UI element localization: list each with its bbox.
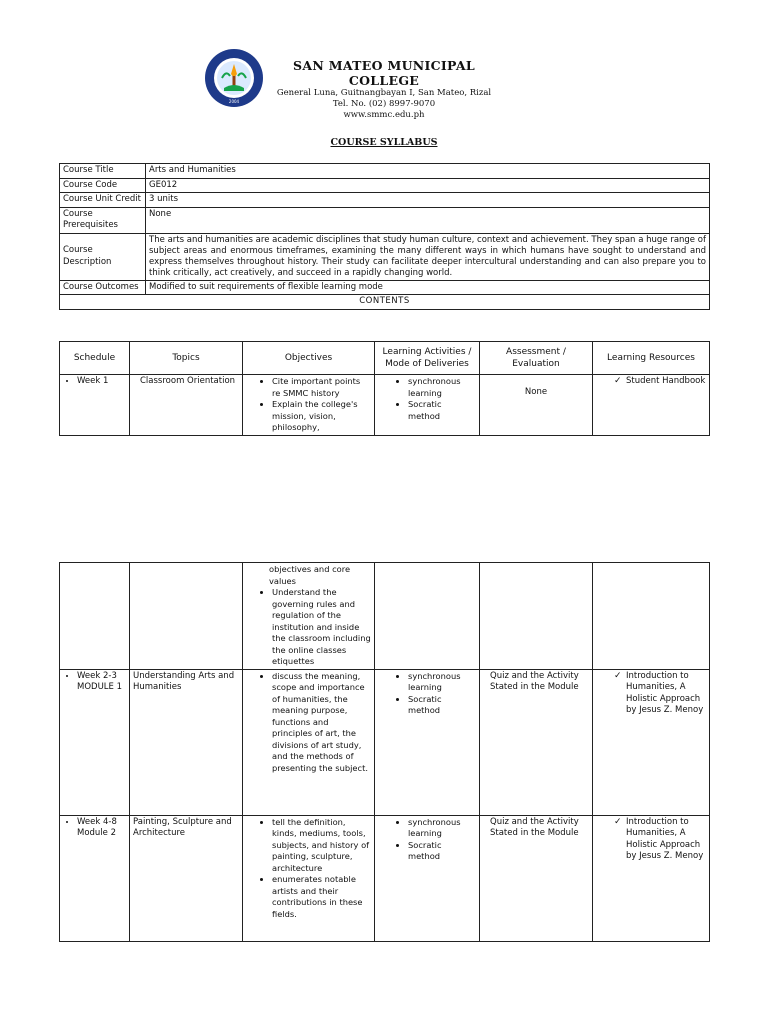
week2-topic: Understanding Arts and Humanities xyxy=(130,669,243,815)
header-schedule: Schedule xyxy=(60,342,130,375)
week4-activity: • Socratic method xyxy=(408,840,476,863)
course-description-value: The arts and humanities are academic disciplines that study human culture, context and achievement. They span a huge range of subject areas and enormous timeframes, examining the many different ways in which humans have sought to understand and express themselves throughout history. Their study can facilitate deeper intercultural understanding and can also prepare you to think critically, act creatively, and succeed in a rapidly changing world. xyxy=(146,233,710,280)
week4-objective: • tell the definition, kinds, mediums, tools, subjects, and history of painting, sculpture, architecture xyxy=(272,817,371,875)
course-title-row xyxy=(60,164,710,179)
course-title-label: Course Title xyxy=(60,164,146,179)
week4-assessment: Quiz and the Activity Stated in the Module xyxy=(480,815,593,941)
document-title: COURSE SYLLABUS xyxy=(330,137,438,148)
course-title-value: Arts and Humanities xyxy=(146,164,710,179)
header-resources: Learning Resources xyxy=(593,342,710,375)
week2-schedule: • Week 2-3 MODULE 1 xyxy=(77,671,126,694)
college-address: General Luna, Guitnangbayan I, San Mateo, Rizal xyxy=(276,88,492,98)
week4-objective: • enumerates notable artists and their contributions in these fields. xyxy=(272,874,371,920)
course-outcomes-row xyxy=(60,280,710,295)
week1-schedule: • Week 1 xyxy=(77,376,126,388)
header-activities: Learning Activities / Mode of Deliveries xyxy=(375,342,480,375)
week1-objective: • Cite important points re SMMC history xyxy=(272,376,371,399)
course-prereq-value: None xyxy=(146,207,710,233)
week1-objective: • Understand the governing rules and regulation of the institution and inside the classroom including the online classes etiquettes xyxy=(272,587,371,668)
course-prereq-label: Course Prerequisites xyxy=(60,207,146,233)
college-phone: Tel. No. (02) 8997-9070 xyxy=(332,99,436,109)
table-row xyxy=(60,815,710,941)
week1-activity: • Socratic method xyxy=(408,399,476,422)
week1-activity: • synchronous learning xyxy=(408,376,476,399)
week1-objective: • Explain the college's mission, vision, philosophy, xyxy=(272,399,371,434)
week4-resource: ✓ Introduction to Humanities, A Holistic Approach by Jesus Z. Menoy xyxy=(626,817,706,863)
week2-assessment: Quiz and the Activity Stated in the Module xyxy=(480,669,593,815)
course-credit-value: 3 units xyxy=(146,193,710,208)
week4-schedule: • Week 4-8 Module 2 xyxy=(77,817,126,840)
week2-resource: ✓ Introduction to Humanities, A Holistic Approach by Jesus Z. Menoy xyxy=(626,671,706,717)
course-description-label: Course Description xyxy=(60,233,146,280)
college-header xyxy=(204,48,524,120)
course-outcomes-value: Modified to suit requirements of flexible learning mode xyxy=(146,280,710,295)
week1-assessment: None xyxy=(480,375,593,436)
course-outcomes-label: Course Outcomes xyxy=(60,280,146,295)
week2-activity: • synchronous learning xyxy=(408,671,476,694)
schedule-header-row xyxy=(60,342,710,375)
course-credit-label: Course Unit Credit xyxy=(60,193,146,208)
header-assessment: Assessment / Evaluation xyxy=(480,342,593,375)
schedule-table-page2 xyxy=(59,562,710,942)
course-credit-row xyxy=(60,193,710,208)
course-code-label: Course Code xyxy=(60,178,146,193)
course-code-value: GE012 xyxy=(146,178,710,193)
week1-topic: Classroom Orientation xyxy=(130,375,243,436)
schedule-table-page1 xyxy=(59,341,710,436)
college-website[interactable]: www.smmc.edu.ph xyxy=(343,110,425,120)
header-objectives: Objectives xyxy=(243,342,375,375)
table-row xyxy=(60,375,710,436)
course-info-table xyxy=(59,163,710,310)
week1-resource: ✓ Student Handbook xyxy=(626,376,706,388)
college-name: SAN MATEO MUNICIPAL COLLEGE xyxy=(293,58,475,88)
week4-activity: • synchronous learning xyxy=(408,817,476,840)
college-seal-logo xyxy=(204,48,264,108)
contents-heading: CONTENTS xyxy=(60,295,710,310)
week1-objective-continued: objectives and core values xyxy=(269,564,351,586)
week2-activity: • Socratic method xyxy=(408,694,476,717)
table-row xyxy=(60,669,710,815)
header-topics: Topics xyxy=(130,342,243,375)
course-description-row xyxy=(60,233,710,280)
table-row xyxy=(60,563,710,670)
course-prereq-row xyxy=(60,207,710,233)
course-code-row xyxy=(60,178,710,193)
week4-topic: Painting, Sculpture and Architecture xyxy=(130,815,243,941)
svg-text:2004: 2004 xyxy=(228,99,240,104)
week2-objective: • discuss the meaning, scope and importance of humanities, the meaning purpose, functions and principles of art, the divisions of art study, and the methods of presenting the subject. xyxy=(272,671,371,775)
contents-row xyxy=(60,295,710,310)
